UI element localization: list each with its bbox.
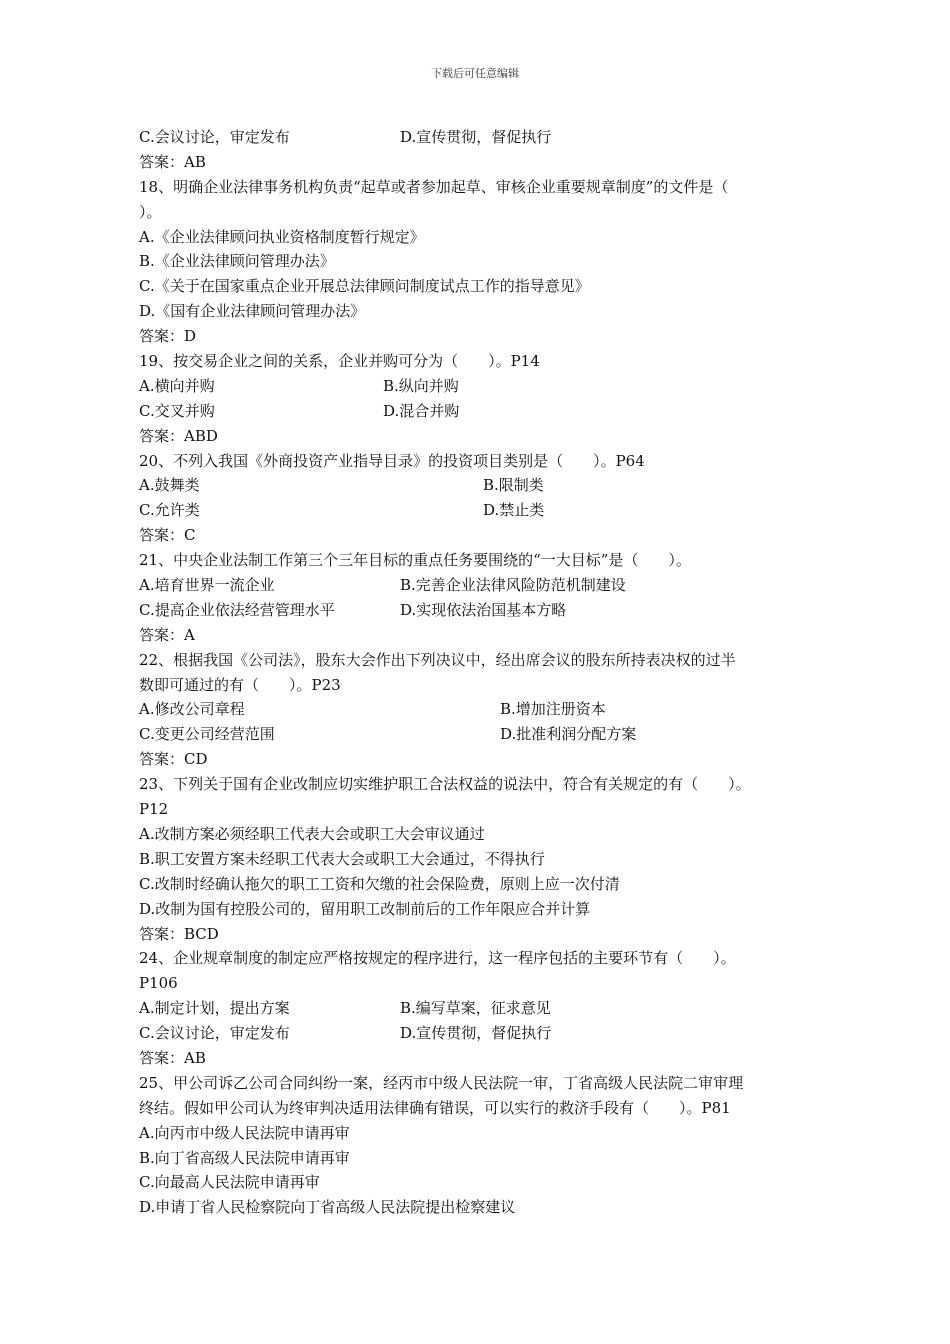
option-line: A.《企业法律顾问执业资格制度暂行规定》 <box>139 227 425 246</box>
option-left: A.鼓舞类 <box>139 476 200 495</box>
option-row <box>139 374 829 399</box>
option-line: A.向丙市中级人民法院申请再审 <box>139 1123 350 1142</box>
option-row <box>139 399 829 424</box>
option-row <box>139 697 829 722</box>
text-line: ）。 <box>139 202 162 221</box>
option-left: C.允许类 <box>139 501 200 520</box>
option-line: B.向丁省高级人民法院申请再审 <box>139 1148 350 1167</box>
option-right: D.批准利润分配方案 <box>500 725 637 744</box>
question-line: 23、下列关于国有企业改制应切实维护职工合法权益的说法中，符合有关规定的有（ ）。 <box>139 775 751 794</box>
option-right: B.编写草案，征求意见 <box>400 999 551 1018</box>
option-left: C.提高企业依法经营管理水平 <box>139 600 335 619</box>
page-header: 下载后可任意编辑 <box>431 67 519 80</box>
option-right: B.限制类 <box>483 476 544 495</box>
option-row <box>139 473 829 498</box>
question-line: 21、中央企业法制工作第三个三年目标的重点任务要围绕的“一大目标”是（ ）。 <box>139 551 691 570</box>
question-line: 19、按交易企业之间的关系，企业并购可分为（ ）。P14 <box>139 352 540 371</box>
document-body <box>139 125 829 1220</box>
option-line: D.改制为国有控股公司的，留用职工改制前后的工作年限应合并计算 <box>139 899 591 918</box>
option-right: D.宣传贯彻，督促执行 <box>400 128 552 146</box>
answer-line: 答案：C <box>139 526 196 545</box>
option-right: D.禁止类 <box>483 501 545 520</box>
text-line: P12 <box>139 800 169 819</box>
option-line: C.改制时经确认拖欠的职工工资和欠缴的社会保险费，原则上应一次付清 <box>139 874 620 893</box>
question-line: 18、明确企业法律事务机构负责“起草或者参加起草、审核企业重要规章制度”的文件是（ <box>139 177 729 196</box>
option-row <box>139 996 829 1021</box>
option-row <box>139 573 829 598</box>
option-line: D.申请丁省人民检察院向丁省高级人民法院提出检察建议 <box>139 1198 516 1217</box>
text-line: 终结。假如甲公司认为终审判决适用法律确有错误，可以实行的救济手段有（ ）。P81 <box>139 1098 731 1117</box>
option-left: A.修改公司章程 <box>139 700 245 719</box>
question-line: 24、企业规章制度的制定应严格按规定的程序进行，这一程序包括的主要环节有（ ）。 <box>139 949 736 968</box>
answer-line: 答案：CD <box>139 750 208 769</box>
answer-line: 答案：AB <box>139 152 206 171</box>
option-row <box>139 722 829 747</box>
option-right: D.实现依法治国基本方略 <box>400 600 567 619</box>
answer-line: 答案：AB <box>139 1048 206 1067</box>
option-left: C.变更公司经营范围 <box>139 725 275 744</box>
option-line: C.向最高人民法院申请再审 <box>139 1173 320 1192</box>
option-line: D.《国有企业法律顾问管理办法》 <box>139 302 366 321</box>
option-left: A.培育世界一流企业 <box>139 576 275 595</box>
option-right: B.纵向并购 <box>383 376 459 395</box>
answer-line: 答案：A <box>139 625 195 644</box>
option-right: B.增加注册资本 <box>500 700 606 719</box>
option-left: C.会议讨论，审定发布 <box>139 1024 290 1043</box>
option-right: B.完善企业法律风险防范机制建设 <box>400 576 626 595</box>
text-line: 数即可通过的有（ ）。P23 <box>139 675 341 694</box>
question-line: 22、根据我国《公司法》，股东大会作出下列决议中，经出席会议的股东所持表决权的过半 <box>139 650 736 669</box>
option-left: C.交叉并购 <box>139 401 215 420</box>
question-line: 20、不列入我国《外商投资产业指导目录》的投资项目类别是（ ）。P64 <box>139 451 645 470</box>
option-right: D.宣传贯彻，督促执行 <box>400 1024 552 1043</box>
option-line: B.《企业法律顾问管理办法》 <box>139 252 335 271</box>
question-line: 25、甲公司诉乙公司合同纠纷一案，经丙市中级人民法院一审，丁省高级人民法院二审审理 <box>139 1073 744 1092</box>
option-row <box>139 498 829 523</box>
answer-line: 答案：ABD <box>139 426 218 445</box>
option-left: A.制定计划，提出方案 <box>139 999 290 1018</box>
answer-line: 答案：D <box>139 327 197 346</box>
option-left: C.会议讨论，审定发布 <box>139 128 290 146</box>
option-row <box>139 598 829 623</box>
answer-line: 答案：BCD <box>139 924 219 943</box>
option-line: C.《关于在国家重点企业开展总法律顾问制度试点工作的指导意见》 <box>139 277 590 296</box>
option-row <box>139 125 829 150</box>
option-line: B.职工安置方案未经职工代表大会或职工大会通过，不得执行 <box>139 849 545 868</box>
option-left: A.横向并购 <box>139 376 215 395</box>
option-right: D.混合并购 <box>383 401 460 420</box>
option-row <box>139 1021 829 1046</box>
text-line: P106 <box>139 974 178 993</box>
option-line: A.改制方案必须经职工代表大会或职工大会审议通过 <box>139 824 485 843</box>
